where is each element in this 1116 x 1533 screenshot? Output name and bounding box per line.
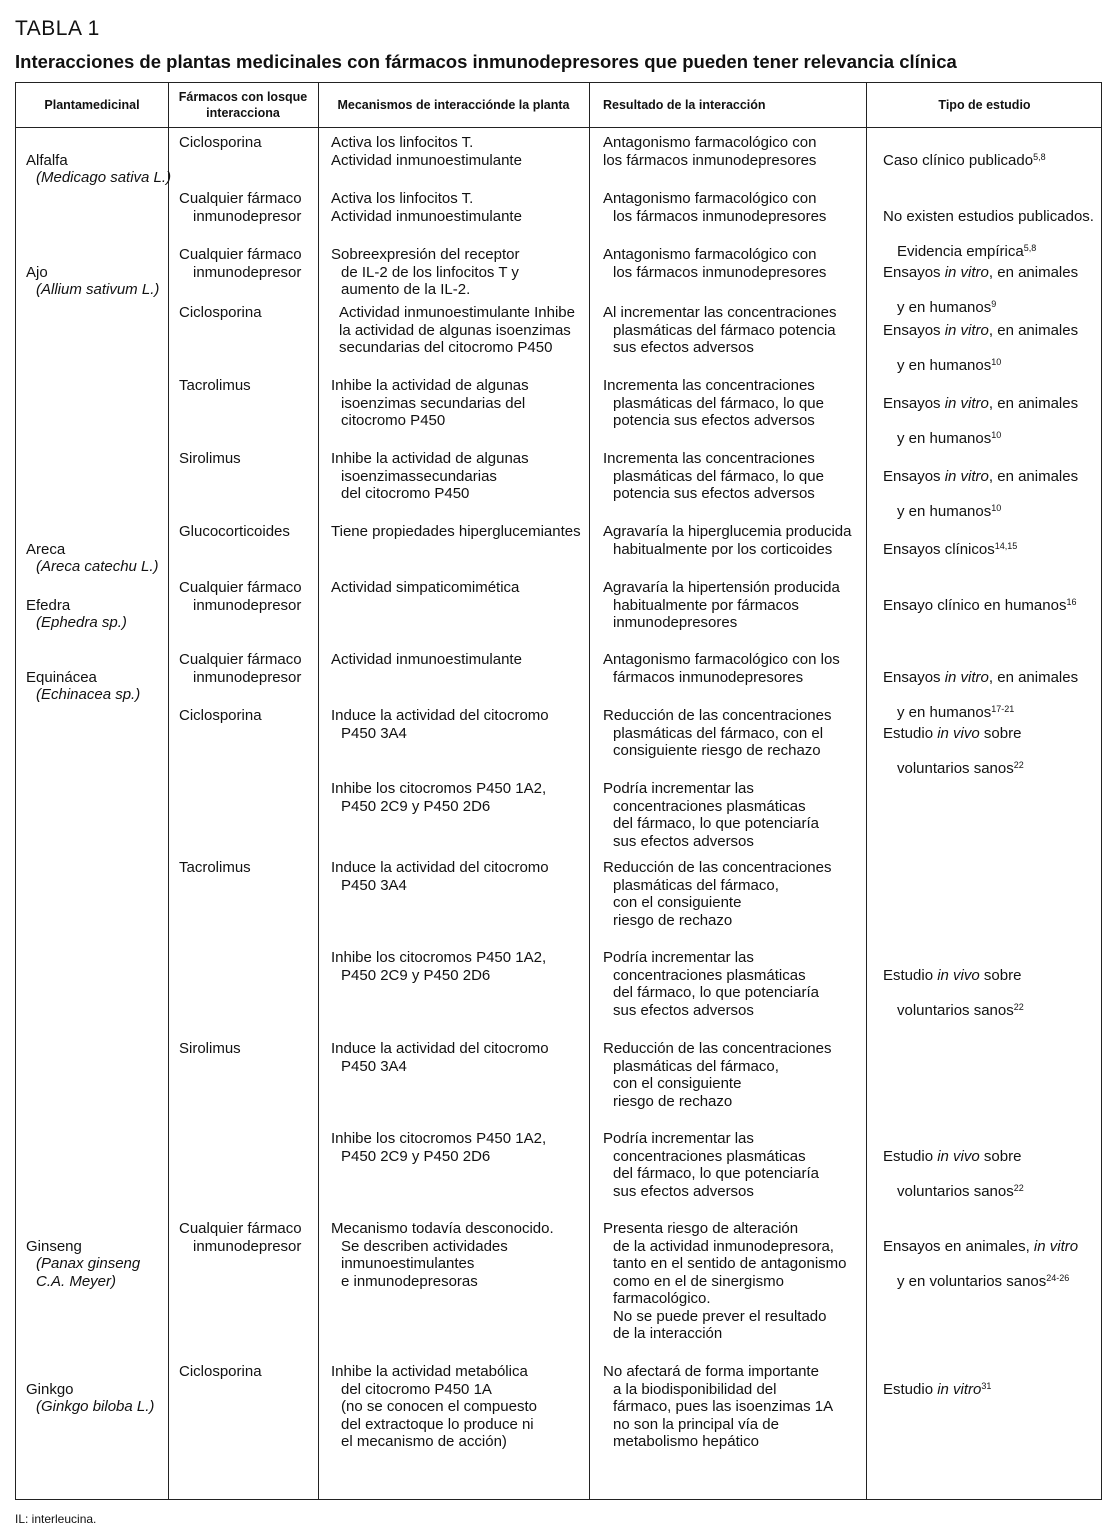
result-cell: Al incrementar las concentraciones plasmáticas del fármaco potencia sus efectos adversos	[603, 304, 837, 356]
column-divider	[168, 83, 169, 1499]
drug-cell: Cualquier fármaco inmunodepresor	[179, 651, 302, 686]
result-cell: Antagonismo farmacológico con los fármacos inmunodepresores	[603, 134, 817, 169]
plant-efedra: Efedra (Ephedra sp.)	[26, 596, 127, 631]
result-cell: Antagonismo farmacológico con los fármacos inmunodepresores	[603, 190, 827, 225]
plant-equinacea: Equinácea (Echinacea sp.)	[26, 668, 141, 703]
footnote: IL: interleucina.	[15, 1512, 97, 1526]
result-cell: Agravaría la hipertensión producida habitualmente por fármacos inmunodepresores	[603, 579, 840, 631]
mechanism-cell: Inhibe los citocromos P450 1A2, P450 2C9 y P450 2D6	[331, 949, 547, 984]
drug-cell: Cualquier fármaco inmunodepresor	[179, 190, 302, 225]
table-label: TABLA 1	[15, 17, 100, 40]
mechanism-cell: Inhibe la actividad de algunas isoenzimas secundarias del citocromo P450	[331, 377, 529, 429]
plant-areca: Areca (Areca catechu L.)	[26, 540, 159, 575]
mechanism-cell: Activa los linfocitos T. Actividad inmunoestimulante	[331, 134, 522, 169]
mechanism-cell: Induce la actividad del citocromo P450 3A4	[331, 859, 549, 894]
result-cell: Presenta riesgo de alteración de la actividad inmunodepresora, tanto en el sentido de antagonismo como en el de sinergismo farmacológico. No se puede prever el resultado de la interacción	[603, 1220, 847, 1342]
drug-cell: Ciclosporina	[179, 707, 262, 724]
column-divider	[866, 83, 867, 1499]
study-cell: Ensayos in vitro, en animales y en humanos$^{17-21}$	[883, 668, 1079, 721]
plant-alfalfa: Alfalfa (Medicago sativa L.)	[26, 151, 172, 186]
mechanism-cell: Mecanismo todavía desconocido. Se describen actividades inmunoestimulantes e inmunodepresoras	[331, 1220, 554, 1290]
study-cell: Caso clínico publicado$^{5,8}$	[883, 151, 1046, 169]
result-cell: Reducción de las concentraciones plasmáticas del fármaco, con el consiguiente riesgo de rechazo	[603, 707, 832, 759]
mechanism-cell: Inhibe la actividad de algunas isoenzimassecundarias del citocromo P450	[331, 450, 529, 502]
result-cell: Antagonismo farmacológico con los fármacos inmunodepresores	[603, 246, 827, 281]
header-result: Resultado de la interacción	[603, 98, 766, 112]
result-cell: No afectará de forma importante a la biodisponibilidad del fármaco, pues las isoenzimas 1A no son la principal vía de metabolismo hepático	[603, 1363, 834, 1450]
table-title: Interacciones de plantas medicinales con fármacos inmunodepresores que pueden tener relevancia clínica	[15, 51, 957, 72]
mechanism-cell: Induce la actividad del citocromo P450 3A4	[331, 1040, 549, 1075]
result-cell: Antagonismo farmacológico con los fármacos inmunodepresores	[603, 651, 840, 686]
interactions-table	[15, 82, 1102, 1500]
study-cell: Ensayos in vitro, en animales y en humanos$^9$	[883, 263, 1079, 316]
mechanism-cell: Sobreexpresión del receptor de IL-2 de los linfocitos T y aumento de la IL-2.	[331, 246, 520, 298]
drug-cell: Ciclosporina	[179, 1363, 262, 1380]
mechanism-cell: Actividad inmunoestimulante	[331, 651, 522, 668]
result-cell: Podría incrementar las concentraciones plasmáticas del fármaco, lo que potenciaría sus efectos adversos	[603, 949, 819, 1019]
study-cell: Estudio in vitro$^{31}$	[883, 1380, 992, 1398]
header-divider	[16, 127, 1101, 128]
drug-cell: Sirolimus	[179, 1040, 241, 1057]
drug-cell: Cualquier fármaco inmunodepresor	[179, 579, 302, 614]
study-cell: Ensayos en animales, in vitro y en voluntarios sanos$^{24-26}$	[883, 1237, 1079, 1290]
result-cell: Agravaría la hiperglucemia producida habitualmente por los corticoides	[603, 523, 852, 558]
study-cell: Estudio in vivo sobre voluntarios sanos$^{22}$	[883, 966, 1024, 1019]
drug-cell: Tacrolimus	[179, 859, 251, 876]
drug-cell: Tacrolimus	[179, 377, 251, 394]
mechanism-cell: Induce la actividad del citocromo P450 3A4	[331, 707, 549, 742]
drug-cell: Glucocorticoides	[179, 523, 290, 540]
mechanism-cell: Activa los linfocitos T. Actividad inmunoestimulante	[331, 190, 522, 225]
study-cell: Ensayos in vitro, en animales y en humanos$^{10}$	[883, 394, 1079, 447]
plant-ginkgo: Ginkgo (Ginkgo biloba L.)	[26, 1380, 155, 1415]
result-cell: Incrementa las concentraciones plasmáticas del fármaco, lo que potencia sus efectos adversos	[603, 377, 824, 429]
study-cell: Estudio in vivo sobre voluntarios sanos$^{22}$	[883, 1147, 1024, 1200]
drug-cell: Cualquier fármaco inmunodepresor	[179, 246, 302, 281]
column-divider	[318, 83, 319, 1499]
mechanism-cell: Actividad inmunoestimulante Inhibe la actividad de algunas isoenzimas secundarias del citocromo P450	[339, 304, 575, 356]
mechanism-cell: Inhibe los citocromos P450 1A2, P450 2C9 y P450 2D6	[331, 1130, 547, 1165]
result-cell: Reducción de las concentraciones plasmáticas del fármaco, con el consiguiente riesgo de rechazo	[603, 859, 832, 929]
mechanism-cell: Actividad simpaticomimética	[331, 579, 520, 596]
header-drugs: Fármacos con losque interacciona	[178, 90, 308, 120]
result-cell: Podría incrementar las concentraciones plasmáticas del fármaco, lo que potenciaría sus efectos adversos	[603, 1130, 819, 1200]
mechanism-cell: Tiene propiedades hiperglucemiantes	[331, 523, 581, 540]
header-mechanism: Mecanismos de interacciónde la planta	[337, 98, 570, 112]
study-cell: No existen estudios publicados. Evidencia empírica$^{5,8}$	[883, 207, 1094, 260]
study-cell: Estudio in vivo sobre voluntarios sanos$^{22}$	[883, 724, 1024, 777]
result-cell: Podría incrementar las concentraciones plasmáticas del fármaco, lo que potenciaría sus efectos adversos	[603, 780, 819, 850]
study-cell: Ensayos in vitro, en animales y en humanos$^{10}$	[883, 321, 1079, 374]
study-cell: Ensayos in vitro, en animales y en humanos$^{10}$	[883, 467, 1079, 520]
study-cell: Ensayos clínicos$^{14,15}$	[883, 540, 1018, 558]
study-cell: Ensayo clínico en humanos$^{16}$	[883, 596, 1077, 614]
drug-cell: Sirolimus	[179, 450, 241, 467]
drug-cell: Ciclosporina	[179, 134, 262, 151]
header-plant: Plantamedicinal	[44, 98, 140, 112]
result-cell: Reducción de las concentraciones plasmáticas del fármaco, con el consiguiente riesgo de rechazo	[603, 1040, 832, 1110]
drug-cell: Ciclosporina	[179, 304, 262, 321]
header-study: Tipo de estudio	[938, 98, 1031, 112]
mechanism-cell: Inhibe los citocromos P450 1A2, P450 2C9 y P450 2D6	[331, 780, 547, 815]
plant-ajo: Ajo (Allium sativum L.)	[26, 263, 160, 298]
drug-cell: Cualquier fármaco inmunodepresor	[179, 1220, 302, 1255]
result-cell: Incrementa las concentraciones plasmáticas del fármaco, lo que potencia sus efectos adversos	[603, 450, 824, 502]
plant-ginseng: Ginseng (Panax ginseng C.A. Meyer)	[26, 1237, 141, 1290]
mechanism-cell: Inhibe la actividad metabólica del citocromo P450 1A (no se conocen el compuesto del extractoque lo produce ni el mecanismo de acción)	[331, 1363, 537, 1450]
column-divider	[589, 83, 590, 1499]
